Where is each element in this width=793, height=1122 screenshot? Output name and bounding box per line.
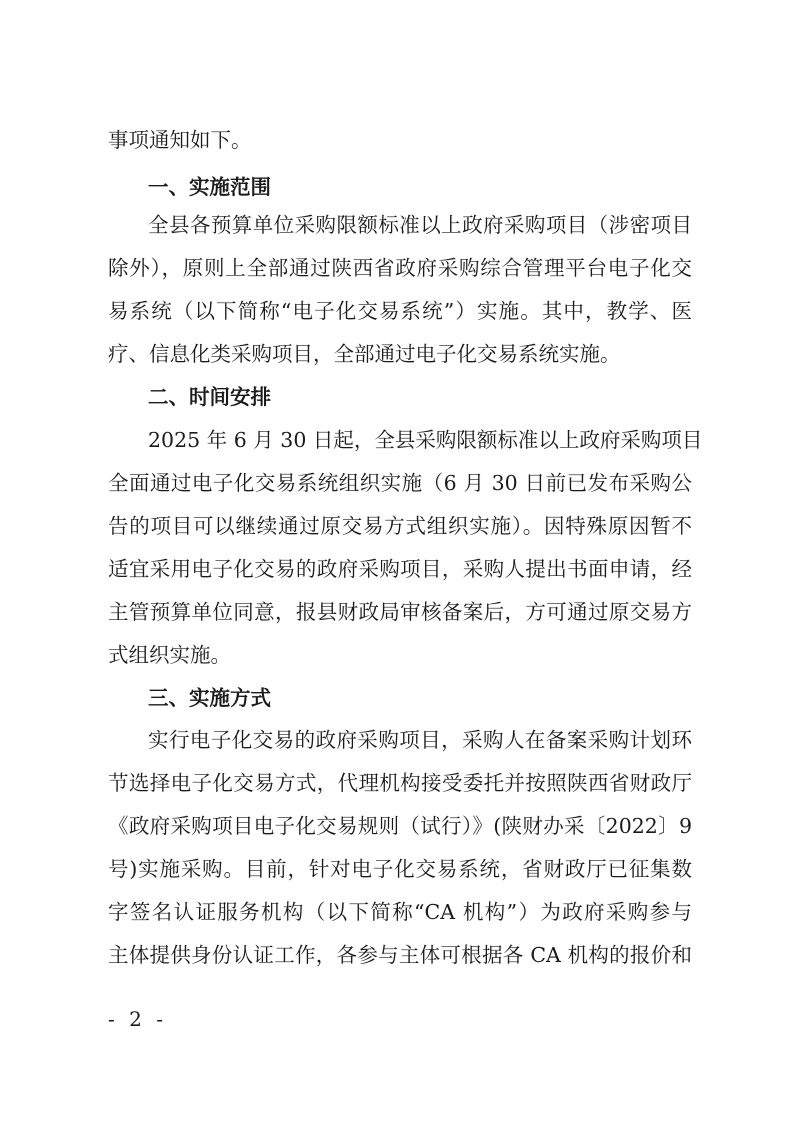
- paragraph-line: 适宜采用电子化交易的政府采购项目，采购人提出书面申请，经: [108, 557, 692, 581]
- paragraph-line: 疗、信息化类采购项目，全部通过电子化交易系统实施。: [108, 342, 621, 366]
- paragraph-line: 字签名认证服务机构（以下简称“CA 机构”）为政府采购参与: [108, 900, 692, 924]
- paragraph-line: 告的项目可以继续通过原交易方式组织实施）。因特殊原因暂不: [108, 514, 692, 538]
- paragraph-line: 事项通知如下。: [108, 128, 252, 152]
- paragraph-line: 除外），原则上全部通过陕西省政府采购综合管理平台电子化交: [108, 256, 692, 280]
- section-heading-method: 三、实施方式: [148, 686, 271, 710]
- paragraph-line: 号)实施采购。目前，针对电子化交易系统，省财政厅已征集数: [108, 857, 692, 881]
- paragraph-line: 主体提供身份认证工作，各参与主体可根据各 CA 机构的报价和: [108, 943, 692, 967]
- paragraph-line: 式组织实施。: [108, 643, 231, 667]
- paragraph-line: 《政府采购项目电子化交易规则（试行）》(陕财办采〔2022〕9: [108, 814, 692, 838]
- section-heading-scope: 一、实施范围: [148, 175, 271, 199]
- paragraph-line: 易系统（以下简称“电子化交易系统”）实施。其中，教学、医: [108, 299, 692, 323]
- paragraph-line: 节选择电子化交易方式，代理机构接受委托并按照陕西省财政厅: [108, 771, 692, 795]
- paragraph-line: 实行电子化交易的政府采购项目，采购人在备案采购计划环: [148, 728, 692, 752]
- page-number: - 2 -: [108, 1007, 167, 1031]
- paragraph-line: 全县各预算单位采购限额标准以上政府采购项目（涉密项目: [148, 213, 692, 237]
- paragraph-line: 全面通过电子化交易系统组织实施（6 月 30 日前已发布采购公: [108, 471, 692, 495]
- paragraph-line: 主管预算单位同意，报县财政局审核备案后，方可通过原交易方: [108, 600, 692, 624]
- paragraph-line: 2025 年 6 月 30 日起，全县采购限额标准以上政府采购项目: [148, 428, 703, 452]
- section-heading-schedule: 二、时间安排: [148, 385, 271, 409]
